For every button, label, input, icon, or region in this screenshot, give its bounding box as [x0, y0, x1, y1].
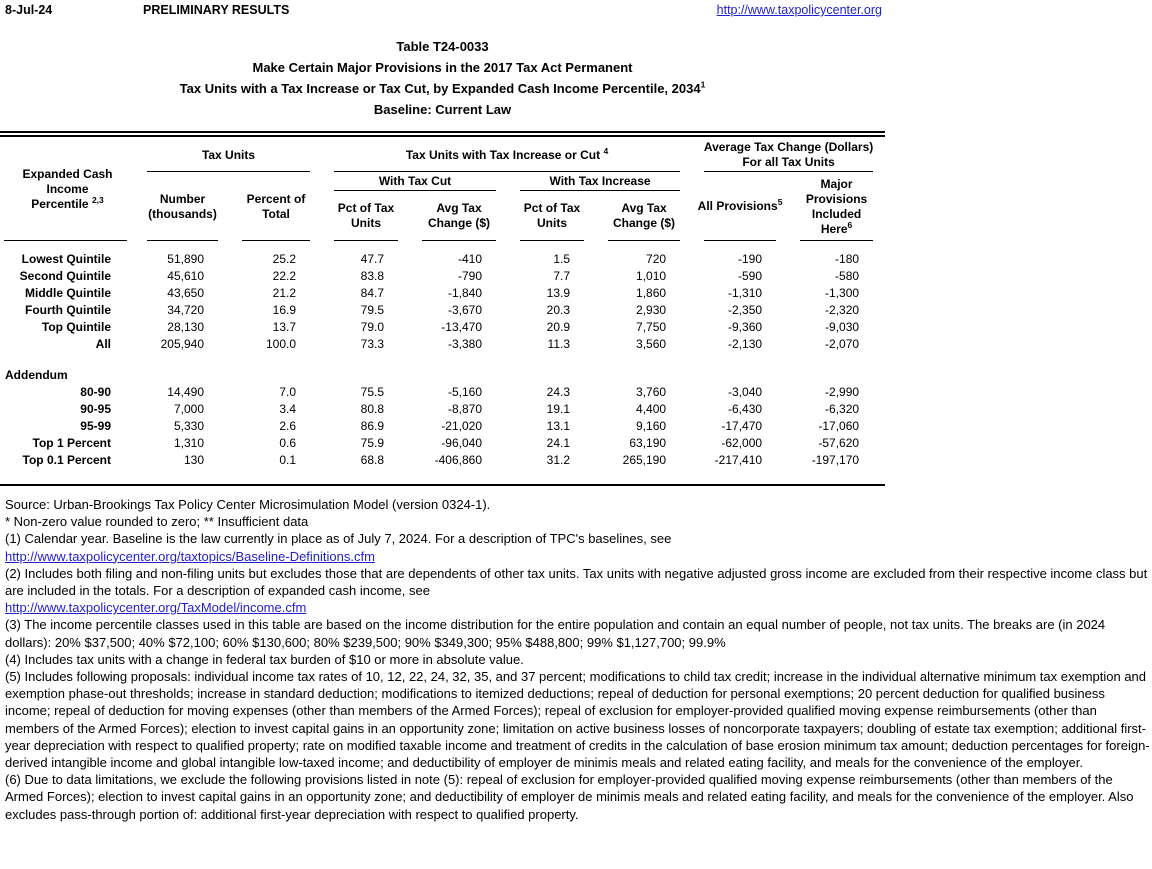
cell-value: 47.7	[360, 252, 384, 266]
footnote-text: (5) Includes following proposals: individual income tax rates of 10, 12, 22, 24, 32, 35, and 37 percent; modifications to child tax credit; increase in the individual alternative minimum tax exemption and exemption phase-out thresholds; increase in standard deduction; modifications to itemized deductions; repeal of deduction for personal exemptions; 20 percent deduction for qualified business income; repeal of deduction for moving expenses (other than members of the Armed Forces); repeal of exclusion for employer-provided qualified moving expense reimbursements (other than members of the Armed Forces); election to invest capital gains in an opportunity zone; limitation on active business losses of noncorporate taxpayers; doubling of estate tax exemption; additional first-year depreciation with respect to qualified property; rate on modified taxable income and treatment of credits in the calculation of base erosion minimum tax amount; deduction percentages for foreign-derived intangible income and global intangible low-taxed income; and deductibility of employer de minimis meals and related eating facility, and meals for the convenience of the employer.	[5, 669, 1150, 771]
cell-value: -1,840	[447, 286, 482, 300]
group-header-average-tax-change: Average Tax Change (Dollars) For all Tax Units	[692, 138, 885, 172]
results-table	[0, 138, 885, 486]
row-label: Second Quintile	[19, 269, 111, 283]
group-header-tax-units: Tax Units	[135, 138, 322, 172]
taxpolicycenter-link[interactable]: http://www.taxpolicycenter.org	[716, 3, 882, 17]
row-label: Lowest Quintile	[21, 252, 111, 266]
column-header-pct-tax-units-cut: Pct of Tax Units	[322, 191, 410, 241]
footnote-ref-1: 1	[700, 79, 706, 90]
cell-value: 1,010	[636, 269, 667, 283]
footnote-text: (3) The income percentile classes used in this table are based on the income distribution for the entire population and contain an equal number of people, not tax units. The breaks are (in 2024 dollars): 20% $37,500; 40% $72,100; 60% $130,600; 80% $239,500; 90% $349,300; 95% $488,800; 99% $1,127,700; 99.9%	[5, 617, 1106, 650]
cell-value: 7.7	[553, 269, 570, 283]
cell-value: 19.1	[546, 402, 570, 416]
cell-value: -406,860	[434, 453, 482, 467]
cell-value: 28,130	[167, 320, 204, 334]
cell-value: 205,940	[160, 337, 204, 351]
column-header-number: Number (thousands)	[135, 172, 230, 241]
cell-value: -2,990	[825, 385, 860, 399]
cell-value: -197,170	[811, 453, 860, 467]
preliminary-results-label: PRELIMINARY RESULTS	[143, 3, 290, 17]
cell-value: 4,400	[636, 402, 667, 416]
row-label: 90-95	[80, 402, 111, 416]
cell-value: -2,350	[728, 303, 763, 317]
table-row	[0, 336, 885, 353]
row-label: All	[95, 337, 111, 351]
cell-value: -17,060	[818, 419, 860, 433]
cell-value: 51,890	[167, 252, 204, 266]
footnote-link-line	[5, 548, 1150, 565]
cell-value: 13.9	[546, 286, 570, 300]
cell-value: -410	[457, 252, 482, 266]
footnote-ref-2-3: 2,3	[91, 195, 104, 205]
cell-value: -6,430	[728, 402, 763, 416]
cell-value: -2,130	[728, 337, 763, 351]
table-top-rule	[0, 131, 885, 137]
cell-value: 34,720	[167, 303, 204, 317]
column-header-all-provisions: All Provisions$^5$	[692, 172, 788, 241]
cell-value: -3,380	[447, 337, 482, 351]
cell-value: 5,330	[173, 419, 204, 433]
cell-value: -57,620	[818, 436, 860, 450]
cell-value: 14,490	[167, 385, 204, 399]
table-number-title: Table T24-0033	[396, 39, 489, 54]
cell-value: 1,860	[636, 286, 667, 300]
cell-value: 7,000	[173, 402, 204, 416]
footnote-link[interactable]: http://www.taxpolicycenter.org/TaxModel/income.cfm	[5, 600, 307, 616]
table-sub-title: Tax Units with a Tax Increase or Tax Cut, by Expanded Cash Income Percentile, 2034$^1$	[179, 79, 706, 96]
row-label: Top Quintile	[41, 320, 111, 334]
addendum-header-row	[0, 367, 885, 384]
cell-value: -180	[835, 252, 860, 266]
cell-value: -62,000	[721, 436, 763, 450]
table-row	[0, 401, 885, 418]
cell-value: -3,040	[728, 385, 763, 399]
table-row	[0, 384, 885, 401]
cell-value: 13.7	[272, 320, 296, 334]
cell-value: 75.9	[360, 436, 384, 450]
column-header-avg-tax-change-increase: Avg Tax Change ($)	[596, 191, 692, 241]
footnote-link[interactable]: http://www.taxpolicycenter.org/taxtopics/Baseline-Definitions.cfm	[5, 548, 375, 564]
cell-value: 7,750	[636, 320, 667, 334]
cell-value: -17,470	[721, 419, 763, 433]
cell-value: 130	[183, 453, 204, 467]
cell-value: 1.5	[553, 252, 570, 266]
cell-value: 83.8	[360, 269, 384, 283]
cell-value: 2,930	[636, 303, 667, 317]
footnote-text: (6) Due to data limitations, we exclude the following provisions listed in note (5): repeal of exclusion for employer-provided qualified moving expense reimbursements (other than members of the Armed Forces); election to invest capital gains in an opportunity zone; and deductibility of employer de minimis meals and related eating facility, and meals for the convenience of the employer. Also excludes pass-through portion of: additional first-year depreciation with respect to qualified property.	[5, 772, 1134, 822]
report-date: 8-Jul-24	[5, 3, 53, 17]
subgroup-header-with-tax-cut: With Tax Cut	[322, 172, 508, 191]
cell-value: -9,360	[728, 320, 763, 334]
table-main-title: Make Certain Major Provisions in the 2017 Tax Act Permanent	[252, 60, 633, 75]
cell-value: 86.9	[360, 419, 384, 433]
table-row	[0, 285, 885, 302]
footnote-link-line	[5, 599, 1150, 616]
footnotes-section	[5, 496, 1150, 823]
cell-value: -1,310	[728, 286, 763, 300]
cell-value: 22.2	[272, 269, 296, 283]
cell-value: 720	[646, 252, 667, 266]
row-label: 95-99	[80, 419, 111, 433]
cell-value: 0.6	[279, 436, 296, 450]
footnote-text: Source: Urban-Brookings Tax Policy Center Microsimulation Model (version 0324-1).	[5, 497, 491, 512]
cell-value: 3.4	[279, 402, 296, 416]
baseline-title: Baseline: Current Law	[373, 102, 512, 117]
cell-value: 13.1	[546, 419, 570, 433]
cell-value: 73.3	[360, 337, 384, 351]
table-row	[0, 452, 885, 469]
spacer-row	[0, 353, 885, 367]
cell-value: 16.9	[272, 303, 296, 317]
cell-value: 63,190	[629, 436, 667, 450]
cell-value: 11.3	[547, 337, 570, 351]
cell-value: 20.9	[546, 320, 570, 334]
cell-value: 0.1	[279, 453, 296, 467]
footnote-ref-4: 4	[603, 145, 609, 156]
row-label: 80-90	[80, 385, 111, 399]
cell-value: 100.0	[265, 337, 296, 351]
table-row	[0, 302, 885, 319]
cell-value: 68.8	[360, 453, 384, 467]
table-row	[0, 251, 885, 268]
cell-value: -217,410	[714, 453, 763, 467]
column-header-percent-of-total: Percent of Total	[230, 172, 322, 241]
cell-value: 45,610	[167, 269, 204, 283]
cell-value: 80.8	[360, 402, 384, 416]
footnote-text: (1) Calendar year. Baseline is the law currently in place as of July 7, 2024. For a description of TPC's baselines, see	[5, 531, 672, 547]
column-header-pct-tax-units-increase: Pct of Tax Units	[508, 191, 596, 241]
column-header-avg-tax-change-cut: Avg Tax Change ($)	[410, 191, 508, 241]
cell-value: -2,320	[825, 303, 860, 317]
column-header-major-provisions: Major Provisions Included Here$^6$	[788, 172, 885, 241]
cell-value: 43,650	[167, 286, 204, 300]
cell-value: 75.5	[360, 385, 384, 399]
cell-value: 20.3	[546, 303, 570, 317]
footnote-ref-6: 6	[847, 219, 853, 230]
cell-value: 79.0	[360, 320, 384, 334]
table-row	[0, 268, 885, 285]
row-label: Top 1 Percent	[32, 436, 111, 450]
cell-value: -790	[457, 269, 482, 283]
cell-value: -13,470	[441, 320, 482, 334]
cell-value: -96,040	[441, 436, 482, 450]
cell-value: 3,560	[636, 337, 667, 351]
table-row	[0, 418, 885, 435]
cell-value: -21,020	[441, 419, 482, 433]
top-meta-bar	[0, 3, 885, 19]
cell-value: -590	[738, 269, 763, 283]
cell-value: 24.3	[546, 385, 570, 399]
cell-value: -2,070	[825, 337, 860, 351]
cell-value: 79.5	[360, 303, 384, 317]
spacer-row	[0, 241, 885, 251]
cell-value: -1,300	[825, 286, 860, 300]
cell-value: 7.0	[279, 385, 296, 399]
footnote-text: * Non-zero value rounded to zero; ** Insufficient data	[5, 514, 309, 530]
cell-value: -580	[835, 269, 860, 283]
table-body	[0, 241, 885, 485]
table-row	[0, 435, 885, 452]
row-label: Top 0.1 Percent	[22, 453, 111, 467]
results-table-wrapper	[0, 131, 885, 486]
cell-value: -190	[738, 252, 763, 266]
cell-value: 21.2	[272, 286, 296, 300]
cell-value: 25.2	[272, 252, 296, 266]
row-label: Fourth Quintile	[25, 303, 111, 317]
footnote-ref-5: 5	[777, 197, 783, 207]
cell-value: 1,310	[173, 436, 204, 450]
row-label: Middle Quintile	[25, 286, 111, 300]
footnote-text: (4) Includes tax units with a change in federal tax burden of $10 or more in absolute value.	[5, 651, 524, 667]
title-block	[0, 36, 885, 120]
subgroup-header-with-tax-increase: With Tax Increase	[508, 172, 692, 191]
group-header-increase-or-cut: Tax Units with Tax Increase or Cut $^4$	[322, 138, 692, 172]
cell-value: 9,160	[636, 419, 667, 433]
cell-value: 3,760	[636, 385, 667, 399]
addendum-label: Addendum	[5, 368, 68, 382]
cell-value: 265,190	[622, 453, 667, 467]
cell-value: -8,870	[447, 402, 482, 416]
footnote-text: (2) Includes both filing and non-filing units but excludes those that are dependents of other tax units. Tax units with negative adjusted gross income are excluded from their respective income class but are included in the totals. For a description of expanded cash income, see	[5, 565, 1148, 599]
spacer-row	[0, 469, 885, 485]
cell-value: 84.7	[360, 286, 384, 300]
cell-value: 31.2	[546, 453, 570, 467]
table-row	[0, 319, 885, 336]
cell-value: -3,670	[447, 303, 482, 317]
cell-value: -6,320	[825, 402, 860, 416]
cell-value: -5,160	[447, 385, 482, 399]
cell-value: 24.1	[546, 436, 570, 450]
cell-value: 2.6	[279, 419, 296, 433]
stub-column-header: Expanded Cash Income Percentile $^{2,3}$	[0, 138, 135, 241]
cell-value: -9,030	[825, 320, 860, 334]
